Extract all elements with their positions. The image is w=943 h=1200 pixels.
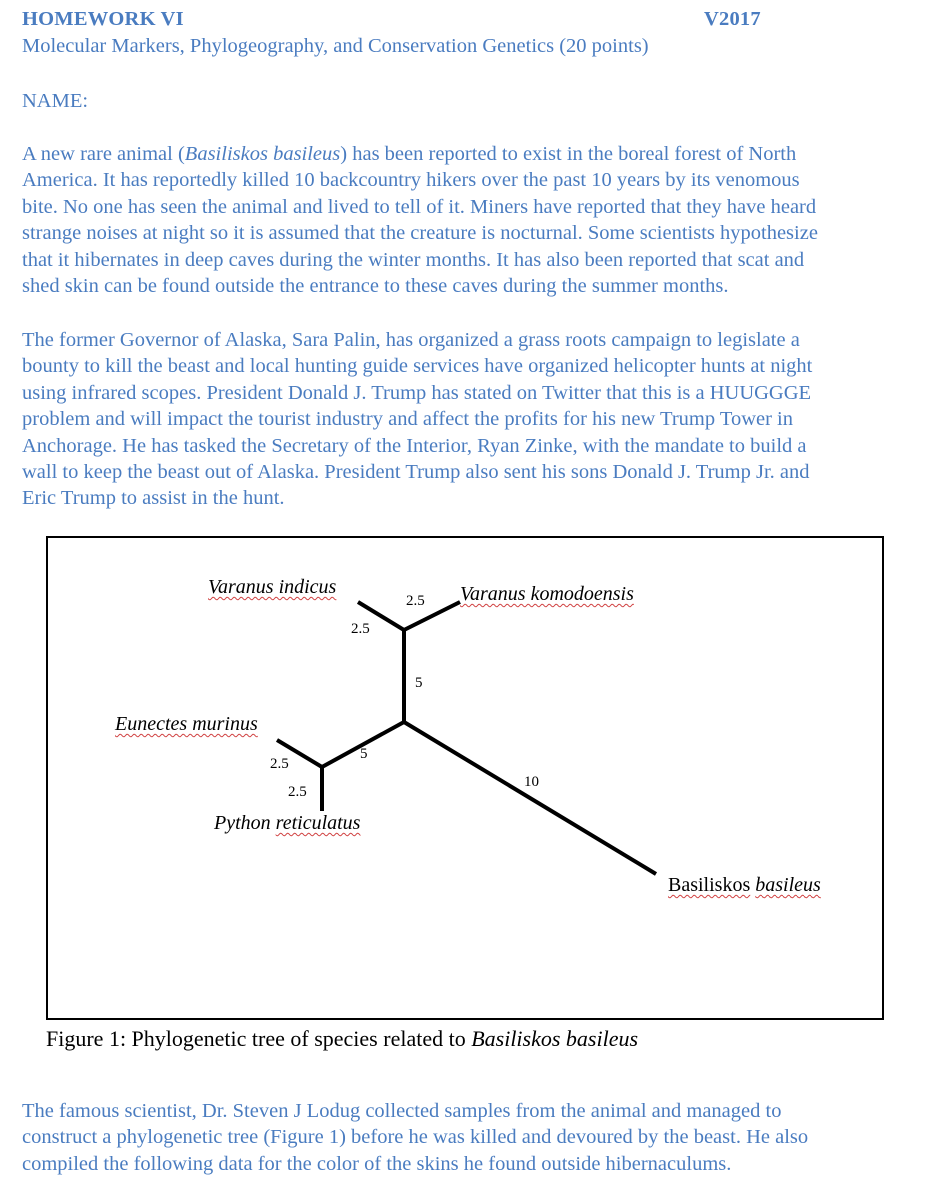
branch-basiliskos [404, 722, 656, 874]
taxon-varanus-komodoensis [460, 583, 634, 606]
taxon-label: Varanus indicus [208, 576, 337, 598]
taxon-varanus-indicus [208, 576, 336, 599]
tree-diagram [48, 538, 882, 1018]
name-label: NAME: [22, 90, 89, 112]
taxon-eunectes-murinus [115, 713, 258, 736]
paragraph-text: A new rare animal ( [22, 143, 185, 165]
paragraph-line: bounty to kill the beast and local hunting guide services have organized helicopter hunts at night [22, 355, 813, 378]
taxon-python-reticulatus [214, 812, 360, 835]
paragraph-line: problem and will impact the tourist industry and affect the profits for his new Trump Tower in [22, 408, 793, 431]
branch-length-python-reticulatus: 2.5 [288, 784, 307, 800]
branch-length-varanus-indicus: 2.5 [351, 621, 370, 637]
paragraph-line: The famous scientist, Dr. Steven J Lodug collected samples from the animal and managed to [22, 1100, 782, 1122]
paragraph-text: ) has been reported to exist in the boreal forest of North [340, 143, 797, 165]
taxon-basiliskos-basileus [668, 874, 821, 897]
caption-species: Basiliskos basileus [471, 1026, 639, 1051]
homework-header [22, 8, 922, 31]
paragraph-line: shed skin can be found outside the entrance to these caves during the summer months. [22, 275, 729, 298]
homework-subtitle: Molecular Markers, Phylogeography, and Conservation Genetics (20 points) [22, 35, 649, 57]
version-label: V2017 [704, 8, 761, 30]
branch-length-snake-stem: 5 [360, 746, 368, 762]
taxon-genus: Python [214, 812, 271, 834]
taxon-species: basileus [755, 874, 821, 896]
campaign-paragraph [22, 327, 934, 512]
paragraph-line: Eric Trump to assist in the hunt. [22, 487, 285, 510]
taxon-label: Eunectes murinus [115, 713, 258, 735]
species-name: Basiliskos basileus [184, 143, 341, 165]
intro-paragraph [22, 141, 934, 299]
paragraph-line: The former Governor of Alaska, Sara Palin, has organized a grass roots campaign to legislate a [22, 329, 800, 351]
taxon-species: reticulatus [275, 812, 361, 834]
paragraph-line: construct a phylogenetic tree (Figure 1) before he was killed and devoured by the beast. He also [22, 1126, 809, 1149]
paragraph-line: Anchorage. He has tasked the Secretary of the Interior, Ryan Zinke, with the mandate to build a [22, 434, 807, 457]
paragraph-line: compiled the following data for the color of the skins he found outside hibernaculums. [22, 1152, 732, 1175]
paragraph-line: that it hibernates in deep caves during the winter months. It has also been reported that scat and [22, 248, 805, 271]
branch-length-varanus-komodoensis: 2.5 [406, 593, 425, 609]
paragraph-line: using infrared scopes. President Donald J. Trump has stated on Twitter that this is a HUUGGGE [22, 381, 812, 404]
paragraph-line: bite. No one has seen the animal and lived to tell of it. Miners have reported that they have heard [22, 195, 817, 218]
paragraph-line [22, 141, 934, 167]
phylogenetic-tree-figure [46, 536, 884, 1020]
paragraph-line: strange noises at night so it is assumed that the creature is nocturnal. Some scientists hypothesize [22, 222, 818, 245]
lodug-paragraph [22, 1098, 934, 1177]
paragraph-line: America. It has reportedly killed 10 backcountry hikers over the past 10 years by its venomous [22, 169, 800, 192]
figure-caption [46, 1026, 638, 1052]
homework-title: HOMEWORK VI [22, 8, 184, 30]
taxon-label: Varanus komodoensis [460, 583, 634, 605]
caption-text: Figure 1: Phylogenetic tree of species related to [46, 1026, 472, 1051]
branch-length-eunectes-murinus: 2.5 [270, 756, 289, 772]
taxon-genus: Basiliskos [668, 874, 751, 896]
branch-length-basiliskos: 10 [524, 774, 539, 790]
branch-length-varanus-stem: 5 [415, 675, 423, 691]
paragraph-line: wall to keep the beast out of Alaska. President Trump also sent his sons Donald J. Trump Jr. and [22, 461, 810, 484]
